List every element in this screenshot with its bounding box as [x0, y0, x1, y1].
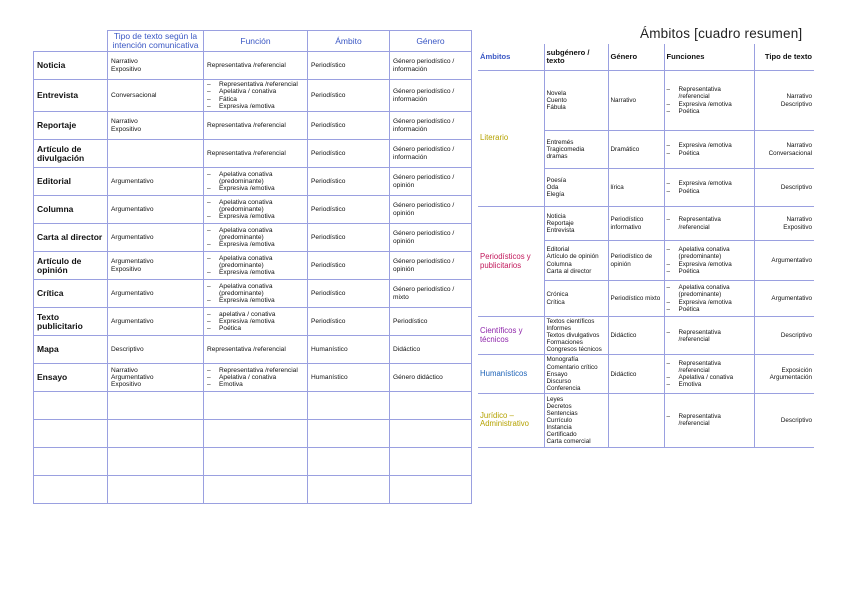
function-list	[207, 283, 304, 305]
tipo-cell	[108, 140, 204, 168]
funciones-cell	[664, 281, 754, 317]
cell-line: Elegía	[546, 191, 565, 199]
function-item: – Representativa /referencial	[667, 216, 752, 230]
function-item: – Expresiva /emotiva	[207, 213, 304, 220]
function-list	[667, 329, 752, 343]
cell-line: Reportaje	[546, 219, 574, 227]
cell-line: Crítica	[546, 298, 565, 306]
empty-cell	[34, 476, 108, 504]
cell-line: Expositivo	[111, 265, 142, 273]
function-item: – Emotiva	[207, 381, 304, 388]
cell-line: Narrativo	[786, 142, 812, 150]
tipo-cell	[108, 224, 204, 252]
column-header: Tipo de texto según la intención comunicativa	[108, 31, 204, 52]
cell-line: Argumentativo	[111, 258, 154, 266]
empty-cell	[108, 392, 204, 420]
funciones-cell	[664, 169, 754, 207]
table-row	[34, 252, 472, 280]
cell-line: Entremés	[546, 138, 574, 146]
header-row	[34, 31, 472, 52]
ambito-cell: Periodístico	[308, 80, 390, 112]
function-item: – Expresiva /emotiva	[207, 103, 304, 110]
cell-line: Descriptivo	[780, 100, 812, 108]
genero-cell: Género periodístico / opinión	[390, 168, 472, 196]
cell-line: Argumentativo	[771, 256, 812, 264]
function-list	[207, 171, 304, 193]
empty-row	[34, 476, 472, 504]
cell-line: Expositivo	[111, 125, 142, 133]
function-item: – Apelativa / conativa	[207, 88, 304, 95]
tipo-cell	[108, 112, 204, 140]
cell-line: Expositivo	[111, 381, 142, 389]
text-name: Crítica	[34, 280, 108, 308]
ambitos-summary-table	[478, 44, 814, 448]
function-list	[667, 86, 752, 114]
subgenero-cell	[544, 355, 608, 393]
cell-line: Argumentativo	[111, 318, 154, 326]
cell-line: Descriptivo	[780, 332, 812, 340]
cell-line: Argumentativo	[111, 206, 154, 214]
funcion-cell	[204, 364, 308, 392]
cell-line: Representativa /referencial	[207, 150, 286, 158]
subgenero-cell	[544, 393, 608, 447]
empty-cell	[204, 392, 308, 420]
cell-line: Argumentativo	[111, 178, 154, 186]
empty-cell	[390, 476, 472, 504]
cell-line: Congresos técnicos	[546, 346, 602, 354]
text-name: Entrevista	[34, 80, 108, 112]
ambito-cell: Periodístico	[308, 252, 390, 280]
funcion-cell	[204, 308, 308, 336]
genero-cell: Didáctico	[608, 355, 664, 393]
funciones-cell	[664, 207, 754, 241]
function-item: – Expresiva /emotiva	[207, 269, 304, 276]
genero-cell: Género periodístico / opinión	[390, 252, 472, 280]
cell-line: Narrativo	[786, 216, 812, 224]
cell-line: Narrativo	[111, 366, 138, 374]
function-item: – Poética	[667, 268, 752, 275]
column-header: Género	[608, 44, 664, 71]
cell-line: Tragicomedia	[546, 145, 585, 153]
text-name: Ensayo	[34, 364, 108, 392]
function-item: – Expresiva /emotiva	[667, 299, 752, 306]
cell-line: Poesía	[546, 176, 567, 184]
function-item: – Expresiva /emotiva	[207, 241, 304, 248]
cell-line: Argumentación	[769, 374, 812, 382]
function-item: – Expresiva /emotiva	[667, 101, 752, 108]
tipo-cell	[108, 336, 204, 364]
cell-line: Instancia	[546, 423, 572, 431]
function-item: – Apelativa conativa (predominante)	[207, 227, 304, 242]
function-item: – Poética	[667, 108, 752, 115]
function-item: – Poética	[667, 188, 752, 195]
empty-cell	[34, 420, 108, 448]
cell-line: Conferencia	[546, 384, 581, 392]
summary-row	[478, 207, 814, 241]
ambito-cell: Periodístico	[308, 196, 390, 224]
tipo-cell	[754, 241, 814, 281]
cell-line: dramas	[546, 153, 568, 161]
function-item: – Poética	[667, 306, 752, 313]
column-header	[34, 31, 108, 52]
function-list	[207, 227, 304, 249]
genero-cell: Didáctico	[390, 336, 472, 364]
empty-cell	[308, 392, 390, 420]
column-header: Tipo de texto	[754, 44, 814, 71]
tipo-cell	[108, 80, 204, 112]
text-name: Artículo de divulgación	[34, 140, 108, 168]
ambito-cell: Humanístico	[308, 364, 390, 392]
cell-line: Argumentativo	[111, 290, 154, 298]
ambito-cell: Periodístico	[308, 140, 390, 168]
empty-cell	[390, 392, 472, 420]
genero-cell: Narrativo	[608, 71, 664, 131]
tipo-cell	[754, 393, 814, 447]
table-row	[34, 364, 472, 392]
function-item: – Apelativa conativa (predominante)	[207, 255, 304, 270]
genero-cell: Género periodístico / información	[390, 80, 472, 112]
genero-cell: Didáctico	[608, 317, 664, 355]
funciones-cell	[664, 71, 754, 131]
empty-cell	[108, 476, 204, 504]
funcion-cell	[204, 196, 308, 224]
function-item: – Fática	[207, 96, 304, 103]
function-list	[207, 367, 304, 389]
function-item: – Representativa /referencial	[667, 413, 752, 427]
cell-line: Representativa /referencial	[207, 346, 286, 354]
funcion-cell	[204, 140, 308, 168]
subgenero-cell	[544, 131, 608, 169]
function-item: – Expresiva /emotiva	[207, 318, 304, 325]
empty-cell	[34, 392, 108, 420]
function-item: – Poética	[207, 325, 304, 332]
function-item: – Expresiva /emotiva	[207, 297, 304, 304]
genero-cell: Género periodístico / opinión	[390, 196, 472, 224]
ambito-cell: Periodístico	[308, 224, 390, 252]
tipo-cell	[108, 364, 204, 392]
ambito-label: Periodísticos y publicitarios	[478, 207, 544, 317]
funciones-cell	[664, 355, 754, 393]
cell-line: Formaciones	[546, 339, 583, 347]
table-row	[34, 280, 472, 308]
table-row	[34, 224, 472, 252]
funcion-cell	[204, 224, 308, 252]
empty-cell	[390, 448, 472, 476]
funcion-cell	[204, 336, 308, 364]
funcion-cell	[204, 168, 308, 196]
column-header: subgénero / texto	[544, 44, 608, 71]
subgenero-cell	[544, 281, 608, 317]
empty-cell	[308, 476, 390, 504]
table-row	[34, 80, 472, 112]
function-item: – Apelativa conativa (predominante)	[667, 284, 752, 298]
summary-row	[478, 393, 814, 447]
empty-cell	[34, 448, 108, 476]
function-item: – Apelativa conativa (predominante)	[207, 171, 304, 186]
cell-line: Editorial	[546, 246, 570, 254]
genero-cell: lírica	[608, 169, 664, 207]
cell-line: Narrativo	[111, 58, 138, 66]
function-item: – Representativa /referencial	[667, 360, 752, 374]
cell-line: Noticia	[546, 212, 566, 220]
cell-line: Expositivo	[111, 65, 142, 73]
function-list	[207, 311, 304, 333]
tipo-cell	[754, 71, 814, 131]
tipo-cell	[754, 355, 814, 393]
tipo-cell	[754, 131, 814, 169]
function-list	[207, 199, 304, 221]
table-row	[34, 336, 472, 364]
function-list	[207, 255, 304, 277]
cell-line: Argumentativo	[111, 234, 154, 242]
ambito-cell: Periodístico	[308, 112, 390, 140]
function-list	[667, 142, 752, 156]
tipo-cell	[108, 308, 204, 336]
text-name: Reportaje	[34, 112, 108, 140]
function-list	[667, 360, 752, 388]
ambito-label: Humanísticos	[478, 355, 544, 393]
cell-line: Cuento	[546, 96, 567, 104]
cell-line: Narrativo	[111, 118, 138, 126]
funcion-cell	[204, 280, 308, 308]
funciones-cell	[664, 241, 754, 281]
cell-line: Decretos	[546, 402, 572, 410]
column-header: Género	[390, 31, 472, 52]
summary-row	[478, 355, 814, 393]
genero-cell: Periodístico	[390, 308, 472, 336]
tipo-cell	[108, 280, 204, 308]
text-name: Texto publicitario	[34, 308, 108, 336]
function-item: – Apelativa / conativa	[207, 374, 304, 381]
cell-line: Oda	[546, 183, 559, 191]
table-row	[34, 112, 472, 140]
genero-cell: Género periodístico / opinión	[390, 224, 472, 252]
funcion-cell	[204, 252, 308, 280]
cell-line: Expositivo	[783, 223, 812, 231]
empty-cell	[108, 420, 204, 448]
subgenero-cell	[544, 207, 608, 241]
cell-line: Leyes	[546, 395, 564, 403]
empty-cell	[204, 420, 308, 448]
cell-line: Descriptivo	[780, 183, 812, 191]
empty-cell	[308, 420, 390, 448]
genero-cell	[608, 393, 664, 447]
function-item: – Expresiva /emotiva	[667, 261, 752, 268]
column-header: Ámbito	[308, 31, 390, 52]
funcion-cell	[204, 80, 308, 112]
tipo-cell	[108, 252, 204, 280]
summary-row	[478, 317, 814, 355]
ambito-cell: Periodístico	[308, 280, 390, 308]
cell-line: Representativa /referencial	[207, 61, 286, 69]
tipo-cell	[754, 207, 814, 241]
function-item: – Representativa /referencial	[667, 86, 752, 100]
funcion-cell	[204, 112, 308, 140]
cell-line: Informes	[546, 325, 571, 333]
empty-cell	[204, 476, 308, 504]
text-name: Columna	[34, 196, 108, 224]
ambito-label: Literario	[478, 71, 544, 207]
function-item: – Poética	[667, 150, 752, 157]
funciones-cell	[664, 131, 754, 169]
genero-cell: Género periodístico / mixto	[390, 280, 472, 308]
cell-line: Currículo	[546, 416, 573, 424]
genero-cell: Género periodístico / información	[390, 112, 472, 140]
tipo-cell	[754, 169, 814, 207]
cell-line: Narrativo	[786, 93, 812, 101]
genero-cell: Dramático	[608, 131, 664, 169]
text-name: Mapa	[34, 336, 108, 364]
table-row	[34, 308, 472, 336]
cell-line: Sentencias	[546, 409, 578, 417]
empty-cell	[204, 448, 308, 476]
cell-line: Conversacional	[768, 149, 812, 157]
text-name: Editorial	[34, 168, 108, 196]
genero-cell: Periodístico informativo	[608, 207, 664, 241]
tipo-cell	[754, 281, 814, 317]
column-header: Funciones	[664, 44, 754, 71]
ambito-label: Científicos y técnicos	[478, 317, 544, 355]
funcion-cell	[204, 52, 308, 80]
cell-line: Representativa /referencial	[207, 122, 286, 130]
cell-line: Fábula	[546, 104, 566, 112]
genero-cell: Periodístico de opinión	[608, 241, 664, 281]
summary-row	[478, 71, 814, 131]
cell-line: Descriptivo	[780, 416, 812, 424]
function-item: – Representativa /referencial	[667, 329, 752, 343]
cell-line: Certificado	[546, 431, 577, 439]
function-item: – Emotiva	[667, 381, 752, 388]
ambito-cell: Periodístico	[308, 168, 390, 196]
function-item: – Apelativa conativa (predominante)	[207, 283, 304, 298]
function-item: – Apelativa conativa (predominante)	[667, 246, 752, 260]
genero-cell: Periodístico mixto	[608, 281, 664, 317]
cell-line: Monografía	[546, 356, 579, 364]
empty-cell	[108, 448, 204, 476]
table-row	[34, 168, 472, 196]
funciones-cell	[664, 393, 754, 447]
ambito-cell: Periodístico	[308, 52, 390, 80]
cell-line: Exposición	[781, 367, 812, 375]
cell-line: Novela	[546, 89, 567, 97]
subgenero-cell	[544, 317, 608, 355]
subgenero-cell	[544, 169, 608, 207]
function-item: – Expresiva /emotiva	[207, 185, 304, 192]
column-header: Ámbitos	[478, 44, 544, 71]
function-list	[207, 81, 304, 110]
ambito-cell: Periodístico	[308, 308, 390, 336]
tipo-cell	[754, 317, 814, 355]
cell-line: Artículo de opinión	[546, 253, 599, 261]
subgenero-cell	[544, 241, 608, 281]
tipo-cell	[108, 52, 204, 80]
cell-line: Argumentativo	[771, 294, 812, 302]
funciones-cell	[664, 317, 754, 355]
function-item: – apelativa / conativa	[207, 311, 304, 318]
table-row	[34, 196, 472, 224]
cell-line: Textos científicos	[546, 318, 595, 325]
cell-line: Conversacional	[111, 91, 157, 99]
genero-cell: Género periodístico / información	[390, 140, 472, 168]
function-list	[667, 246, 752, 274]
ambito-label: Jurídico – Administrativo	[478, 393, 544, 447]
function-item: – Apelativa conativa (predominante)	[207, 199, 304, 214]
function-item: – Expresiva /emotiva	[667, 180, 752, 187]
column-header: Función	[204, 31, 308, 52]
cell-line: Carta comercial	[546, 438, 591, 446]
cell-line: Textos divulgativos	[546, 332, 600, 340]
cell-line: Discurso	[546, 377, 571, 385]
table-row	[34, 52, 472, 80]
tipo-cell	[108, 196, 204, 224]
empty-row	[34, 392, 472, 420]
cell-line: Carta al director	[546, 267, 592, 275]
function-item: – Apelativa / conativa	[667, 374, 752, 381]
table-row	[34, 140, 472, 168]
genero-cell: Género periodístico / información	[390, 52, 472, 80]
function-item: – Representativa /referencial	[207, 81, 304, 88]
header-row	[478, 44, 814, 71]
subgenero-cell	[544, 71, 608, 131]
function-item: – Expresiva /emotiva	[667, 142, 752, 149]
summary-title: Ámbitos [cuadro resumen]	[640, 26, 803, 41]
empty-row	[34, 448, 472, 476]
ambito-cell: Humanístico	[308, 336, 390, 364]
empty-row	[34, 420, 472, 448]
cell-line: Ensayo	[546, 370, 568, 378]
text-types-table	[33, 30, 472, 504]
cell-line: Crónica	[546, 291, 569, 299]
function-list	[667, 413, 752, 427]
cell-line: Descriptivo	[111, 346, 144, 354]
function-list	[667, 216, 752, 230]
cell-line: Argumentativo	[111, 374, 154, 382]
cell-line: Comentario crítico	[546, 363, 598, 371]
tipo-cell	[108, 168, 204, 196]
empty-cell	[390, 420, 472, 448]
function-item: – Representativa /referencial	[207, 367, 304, 374]
text-name: Artículo de opinión	[34, 252, 108, 280]
function-list	[667, 284, 752, 312]
empty-cell	[308, 448, 390, 476]
cell-line: Entrevista	[546, 227, 575, 235]
text-name: Noticia	[34, 52, 108, 80]
cell-line: Columna	[546, 260, 572, 268]
genero-cell: Género didáctico	[390, 364, 472, 392]
function-list	[667, 180, 752, 194]
text-name: Carta al director	[34, 224, 108, 252]
